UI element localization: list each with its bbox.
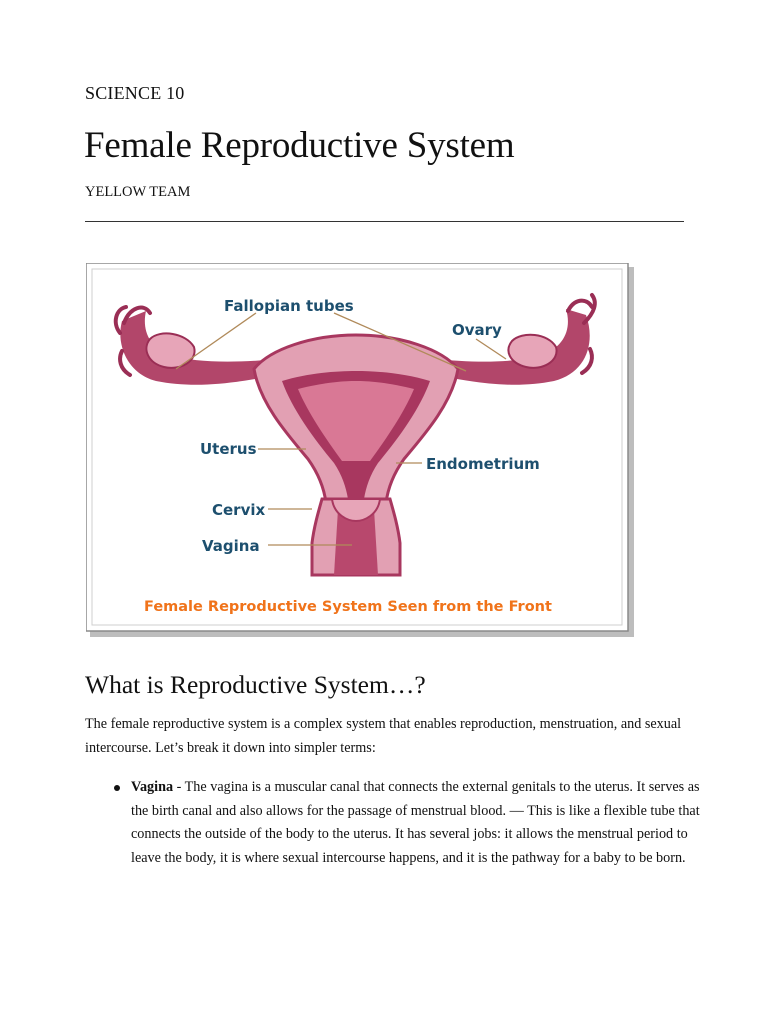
label-ovary: Ovary bbox=[452, 321, 502, 339]
bullet-icon bbox=[114, 785, 120, 791]
intro-paragraph: The female reproductive system is a complex system that enables reproduction, menstruation, and sexual intercourse. Let’s break it down into simpler terms: bbox=[85, 716, 682, 756]
definition-list bbox=[110, 776, 700, 870]
list-item-text: - The vagina is a muscular canal that connects the external genitals to the uterus. It serves as the birth canal and also allows for the passage of menstrual blood. — This is like a flexible tube that connects the outside of the body to the uterus. It has several jobs: it allows the menstrual period to leave the body, it is where sexual intercourse happens, and it is the pathway for a baby to be born. bbox=[131, 779, 700, 866]
team-label: YELLOW TEAM bbox=[85, 184, 191, 200]
diagram-caption: Female Reproductive System Seen from the Front bbox=[144, 599, 552, 615]
page-title: Female Reproductive System bbox=[84, 125, 515, 166]
label-uterus: Uterus bbox=[200, 440, 257, 458]
label-vagina: Vagina bbox=[202, 537, 260, 555]
label-endometrium: Endometrium bbox=[426, 455, 540, 473]
course-label: SCIENCE 10 bbox=[85, 83, 185, 103]
right-ovary bbox=[508, 335, 556, 368]
diagram-svg bbox=[86, 263, 634, 637]
horizontal-divider bbox=[85, 221, 684, 222]
list-item-term: Vagina bbox=[131, 779, 174, 795]
label-cervix: Cervix bbox=[212, 501, 266, 519]
section-heading: What is Reproductive System…? bbox=[85, 670, 426, 699]
label-fallopian-tubes: Fallopian tubes bbox=[224, 297, 354, 315]
reproductive-system-diagram bbox=[86, 263, 634, 637]
list-item bbox=[110, 776, 700, 870]
left-ovary bbox=[146, 333, 194, 367]
